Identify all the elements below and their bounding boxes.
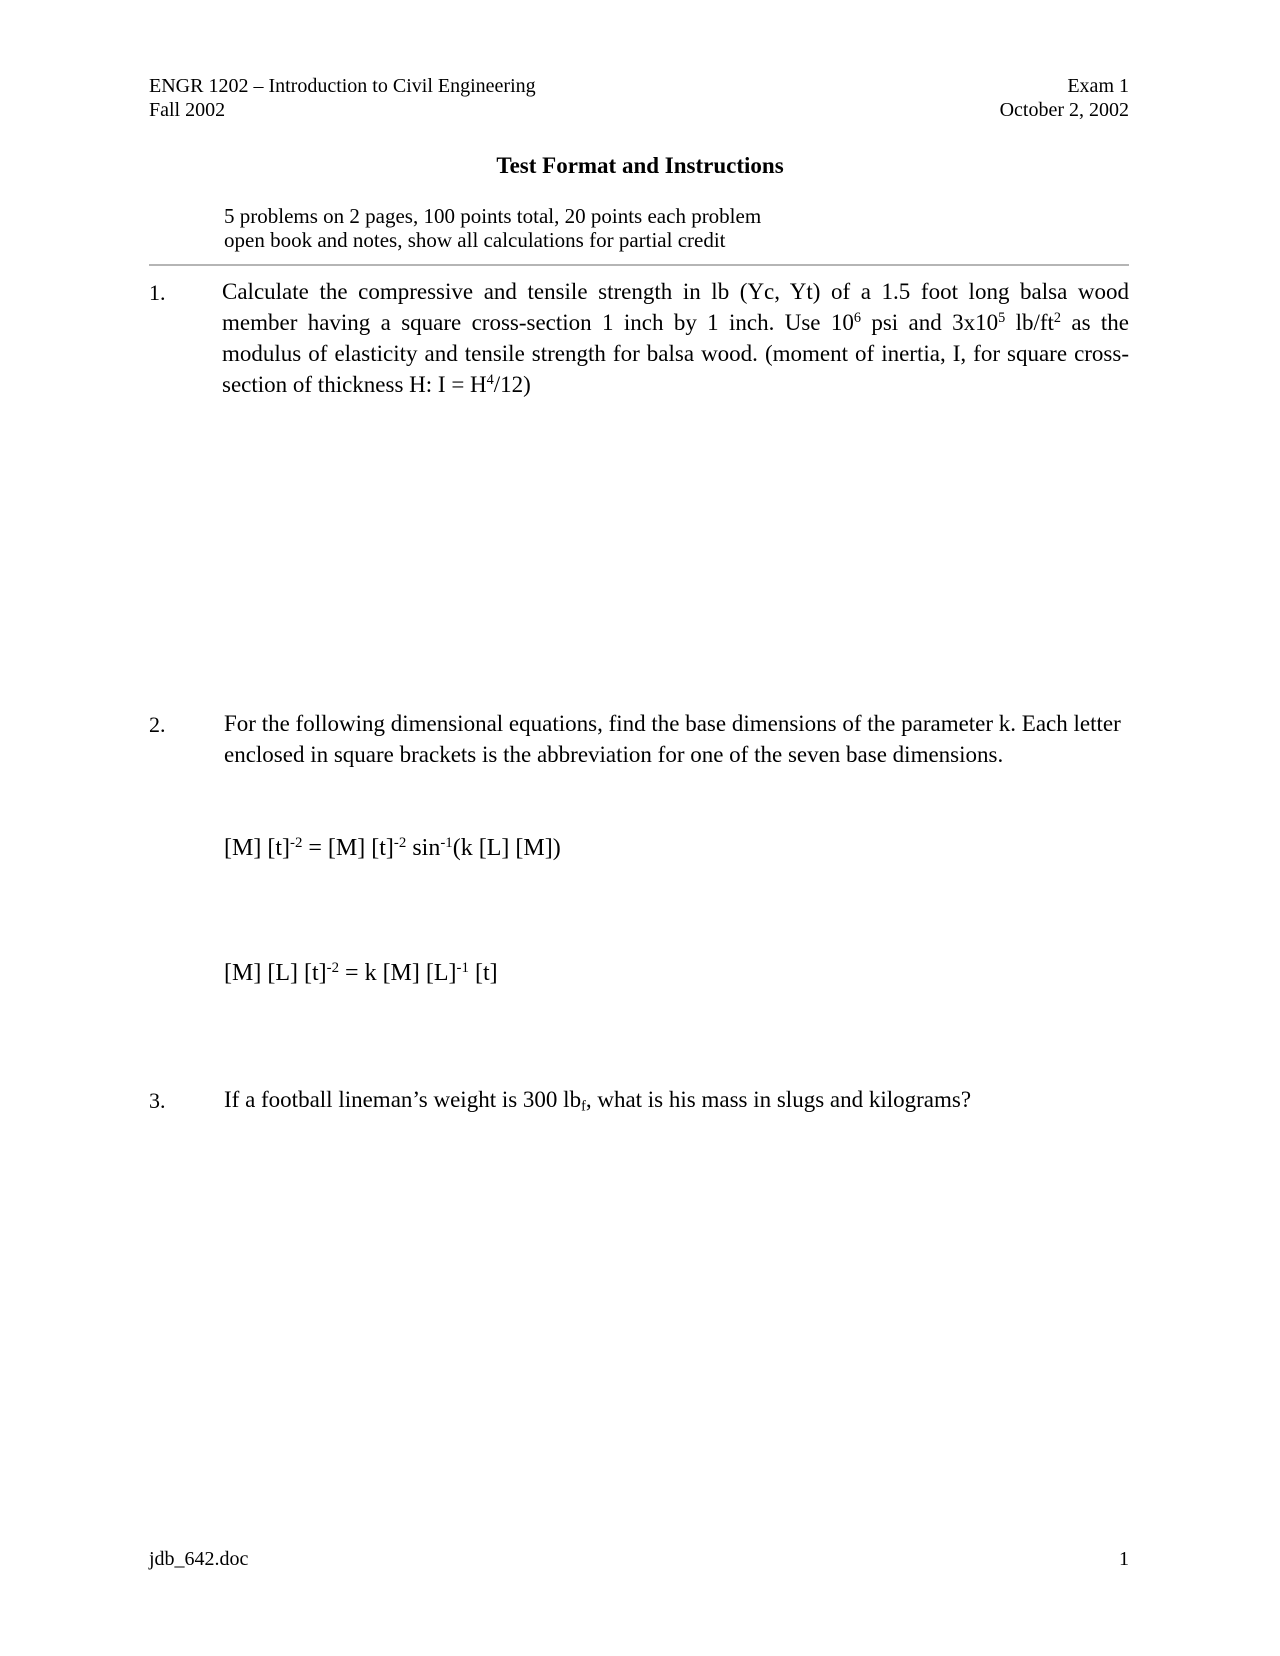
course-title: ENGR 1202 – Introduction to Civil Engineering — [149, 75, 536, 97]
instructions-title: Test Format and Instructions — [496, 153, 784, 178]
problem-1-text: Calculate the compressive and tensile strength in lb (Yc, Yt) of a 1.5 foot long balsa wood member having a square cross-section 1 inch by 1 inch. Use $10^6$ psi and $3x10^5$ $lb/ft^2$ as the modulus of elasticity and tensile strength for balsa wood. (moment of inertia, I, for square cross-section of thickness H: $I = H^4/12$) — [222, 279, 1129, 397]
page-number: 1 — [1119, 1548, 1129, 1570]
instructions-line-1: 5 problems on 2 pages, 100 points total, 20 points each problem — [224, 204, 762, 228]
footer-filename: jdb_642.doc — [149, 1548, 249, 1570]
problem-2-number: 2. — [149, 712, 166, 737]
divider-rule — [149, 264, 1129, 266]
exam-name: Exam 1 — [1067, 75, 1129, 97]
instructions-line-2: open book and notes, show all calculations for partial credit — [224, 228, 726, 252]
equation-1: [M] $[t]^{-2} = [M]$ $[t]^{-2}$ $\sin^{-1}(k$ [L] [M]) — [224, 834, 561, 861]
problem-3-number: 3. — [149, 1088, 166, 1113]
problem-2-text: For the following dimensional equations, find the base dimensions of the parameter k. Each letter enclosed in square brackets is the abbreviation for one of the seven base dimensions. — [224, 711, 1121, 767]
exam-date: October 2, 2002 — [999, 99, 1129, 121]
instructions-block — [224, 204, 761, 252]
equation-2: [M] [L] $[t]^{-2} = k$ [M] $[L]^{-1}$ [t] — [224, 959, 498, 986]
problem-3-text: If a football lineman’s weight is 300 $lb_f$, what is his mass in slugs and kilograms? — [224, 1087, 972, 1115]
term: Fall 2002 — [149, 99, 226, 121]
problem-1-number: 1. — [149, 280, 166, 305]
